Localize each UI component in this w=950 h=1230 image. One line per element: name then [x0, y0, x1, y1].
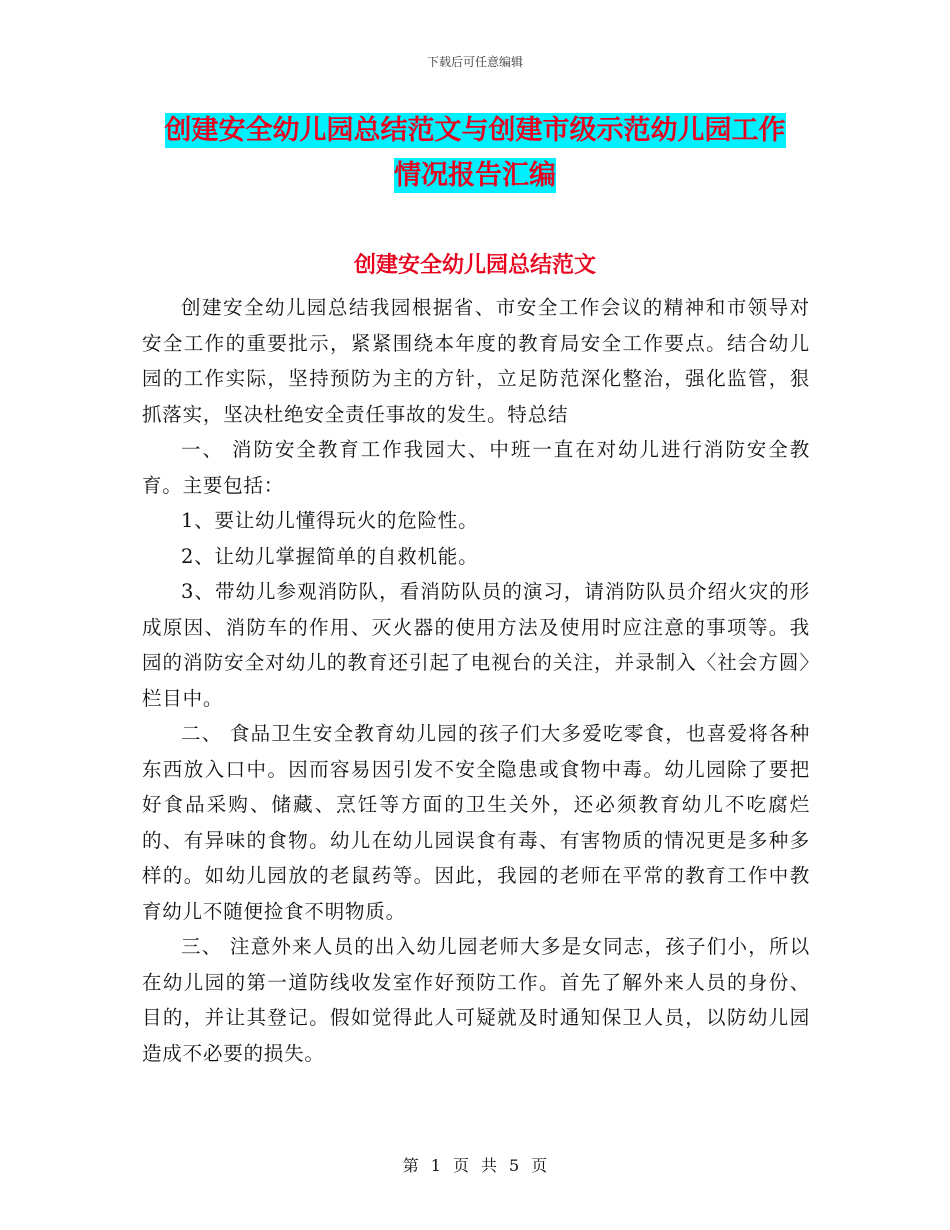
list-item: 3、带幼儿参观消防队，看消防队员的演习，请消防队员介绍火灾的形成原因、消防车的作用、灭火器的使用方法及使用时应注意的事项等。我园的消防安全对幼儿的教育还引起了电视台的关注，并录制入〈社会方圆〉栏目中。	[142, 580, 810, 710]
title-line-1: 创建安全幼儿园总结范文与创建市级示范幼儿园工作	[164, 115, 786, 146]
document-title	[0, 108, 950, 198]
page-footer	[0, 1153, 950, 1176]
paragraph: 创建安全幼儿园总结我园根据省、市安全工作会议的精神和市领导对安全工作的重要批示，紧紧围绕本年度的教育局安全工作要点。结合幼儿园的工作实际，坚持预防为主的方针，立足防范深化整治，强化监管，狠抓落实，坚决杜绝安全责任事故的发生。特总结	[142, 296, 810, 426]
header-note: 下载后可任意编辑	[426, 55, 523, 69]
title-line-2: 情况报告汇编	[394, 160, 556, 191]
list-item: 2、让幼儿掌握简单的自救机能。	[181, 544, 479, 568]
page-number: 1	[430, 1156, 441, 1175]
section-title: 创建安全幼儿园总结范文	[353, 253, 596, 278]
footer-total-word: 共	[481, 1156, 498, 1175]
footer-suffix: 页	[531, 1156, 548, 1175]
footer-page-word: 页	[452, 1156, 469, 1175]
list-item: 1、要让幼儿懂得玩火的危险性。	[181, 509, 479, 532]
paragraph: 二、 食品卫生安全教育幼儿园的孩子们大多爱吃零食，也喜爱将各种东西放入口中。因而容易因引发不安全隐患或食物中毒。幼儿园除了要把好食品采购、储藏、烹饪等方面的卫生关外，还必须教育幼儿不吃腐烂的、有异味的食物。幼儿在幼儿园误食有毒、有害物质的情况更是多种多样的。如幼儿园放的老鼠药等。因此，我园的老师在平常的教育工作中教育幼儿不随便捡食不明物质。	[142, 722, 810, 923]
document-body	[142, 290, 810, 1071]
page-total: 5	[509, 1156, 520, 1175]
paragraph: 一、 消防安全教育工作我园大、中班一直在对幼儿进行消防安全教育。主要包括：	[142, 438, 810, 497]
footer-prefix: 第	[402, 1156, 419, 1175]
paragraph: 三、 注意外来人员的出入幼儿园老师大多是女同志，孩子们小，所以在幼儿园的第一道防线收发室作好预防工作。首先了解外来人员的身份、目的，并让其登记。假如觉得此人可疑就及时通知保卫人员，以防幼儿园造成不必要的损失。	[142, 935, 810, 1065]
